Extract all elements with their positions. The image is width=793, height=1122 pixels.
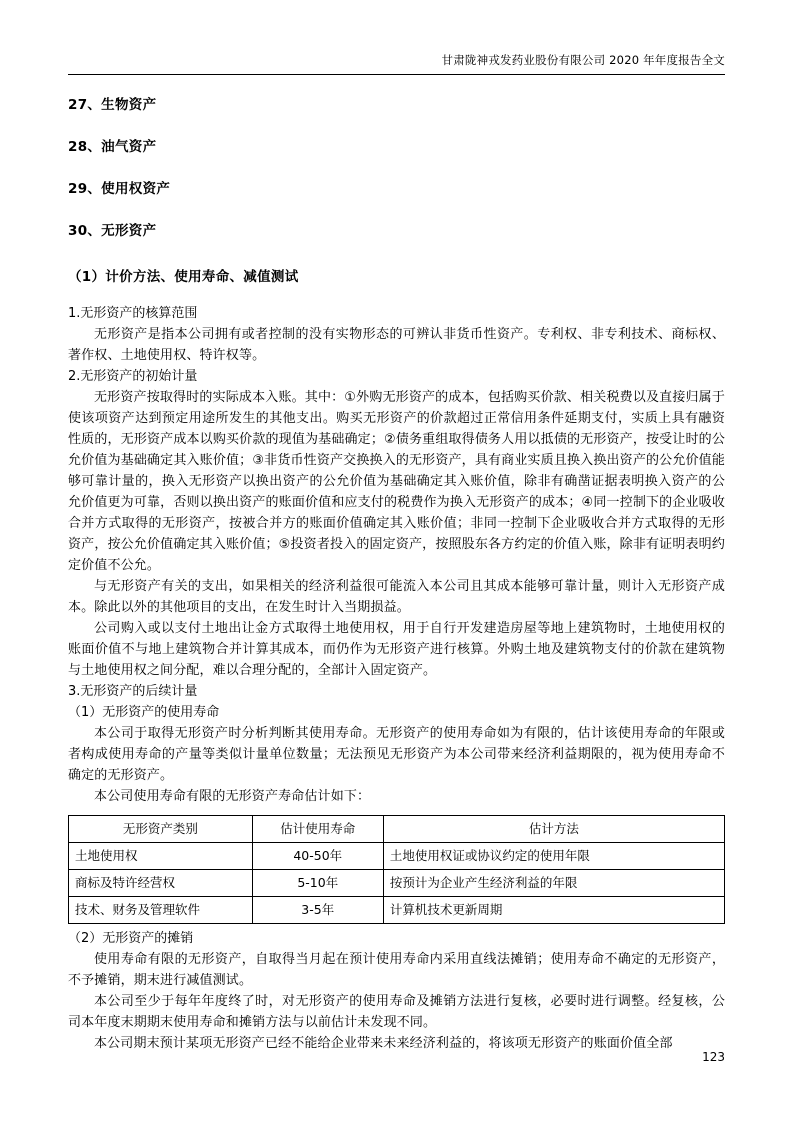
section-heading-29: 29、使用权资产 [68,181,171,197]
intangible-asset-life-table [68,815,725,924]
section-heading-28: 28、油气资产 [68,139,157,155]
item3-sub1-title: （1）无形资产的使用寿命 [68,705,220,720]
table-header-method: 估计方法 [383,816,724,843]
table-row [69,897,725,924]
table-header-life: 估计使用寿命 [252,816,383,843]
section-heading-27: 27、生物资产 [68,97,157,113]
cell-life: 5-10年 [252,870,383,897]
item1-title: 1.无形资产的核算范围 [68,306,198,321]
item2-paragraph-1: 无形资产按取得时的实际成本入账。其中：①外购无形资产的成本，包括购买价款、相关税费以及直接归属于使该项资产达到预定用途所发生的其他支出。购买无形资产的价款超过正常信用条件延期支付，实质上具有融资性质的，无形资产成本以购买价款的现值为基础确定；②债务重组取得债务人用以抵债的无形资产，按受让时的公允价值为基础确定其入账价值；③非货币性资产交换换入的无形资产，具有商业实质且换入换出资产的公允价值能够可靠计量的，换入无形资产以换出资产的公允价值为基础确定其入账价值，除非有确凿证据表明换入资产的公允价值更为可靠，否则以换出资产的账面价值和应支付的税费作为换入无形资产的成本；④同一控制下的企业吸收合并方式取得的无形资产，按被合并方的账面价值确定其入账价值；非同一控制下企业吸收合并方式取得的无形资产，按公允价值确定其入账价值；⑤投资者投入的固定资产，按照股东各方约定的价值入账，除非有证明表明约定价值不公允。 [68,390,725,573]
cell-method: 计算机技术更新周期 [383,897,724,924]
cell-category: 土地使用权 [69,843,253,870]
subsection-heading: （1）计价方法、使用寿命、减值测试 [68,269,299,285]
item2-paragraph-3: 公司购入或以支付土地出让金方式取得土地使用权，用于自行开发建造房屋等地上建筑物时，土地使用权的账面价值不与地上建筑物合并计算其成本，而仍作为无形资产进行核算。外购土地及建筑物支付的价款在建筑物与土地使用权之间分配，难以合理分配的，全部计入固定资产。 [68,621,725,678]
item3-sub2-title: （2）无形资产的摊销 [68,931,194,946]
item3-title: 3.无形资产的后续计量 [68,684,198,699]
item3-paragraph-5: 本公司期末预计某项无形资产已经不能给企业带来未来经济利益的，将该项无形资产的账面价值全部 [94,1036,673,1051]
item3-paragraph-1: 本公司于取得无形资产时分析判断其使用寿命。无形资产的使用寿命如为有限的，估计该使用寿命的年限或者构成使用寿命的产量等类似计量单位数量；无法预见无形资产为本公司带来经济利益期限的，视为使用寿命不确定的无形资产。 [68,726,725,783]
table-header-category: 无形资产类别 [69,816,253,843]
cell-life: 40-50年 [252,843,383,870]
item2-paragraph-2: 与无形资产有关的支出，如果相关的经济利益很可能流入本公司且其成本能够可靠计量，则计入无形资产成本。除此以外的其他项目的支出，在发生时计入当期损益。 [68,579,725,615]
page-number: 123 [702,1050,725,1064]
header-divider [68,74,725,75]
cell-life: 3-5年 [252,897,383,924]
item3-paragraph-3: 使用寿命有限的无形资产，自取得当月起在预计使用寿命内采用直线法摊销；使用寿命不确定的无形资产，不予摊销，期末进行减值测试。 [68,952,725,988]
table-row [69,870,725,897]
section-heading-30: 30、无形资产 [68,223,157,239]
cell-category: 技术、财务及管理软件 [69,897,253,924]
item3-paragraph-2: 本公司使用寿命有限的无形资产寿命估计如下： [94,789,371,804]
cell-category: 商标及特许经营权 [69,870,253,897]
table-row [69,843,725,870]
item1-paragraph-1: 无形资产是指本公司拥有或者控制的没有实物形态的可辨认非货币性资产。专利权、非专利技术、商标权、著作权、土地使用权、特许权等。 [68,327,725,363]
page-content [68,52,725,1054]
item3-paragraph-4: 本公司至少于每年年度终了时，对无形资产的使用寿命及摊销方法进行复核，必要时进行调整。经复核，公司本年度末期期末使用寿命和摊销方法与以前估计未发现不同。 [68,994,725,1030]
cell-method: 按预计为企业产生经济利益的年限 [383,870,724,897]
item2-title: 2.无形资产的初始计量 [68,369,198,384]
table-header-row [69,816,725,843]
cell-method: 土地使用权证或协议约定的使用年限 [383,843,724,870]
running-header: 甘肃陇神戎发药业股份有限公司 2020 年年度报告全文 [441,53,725,67]
